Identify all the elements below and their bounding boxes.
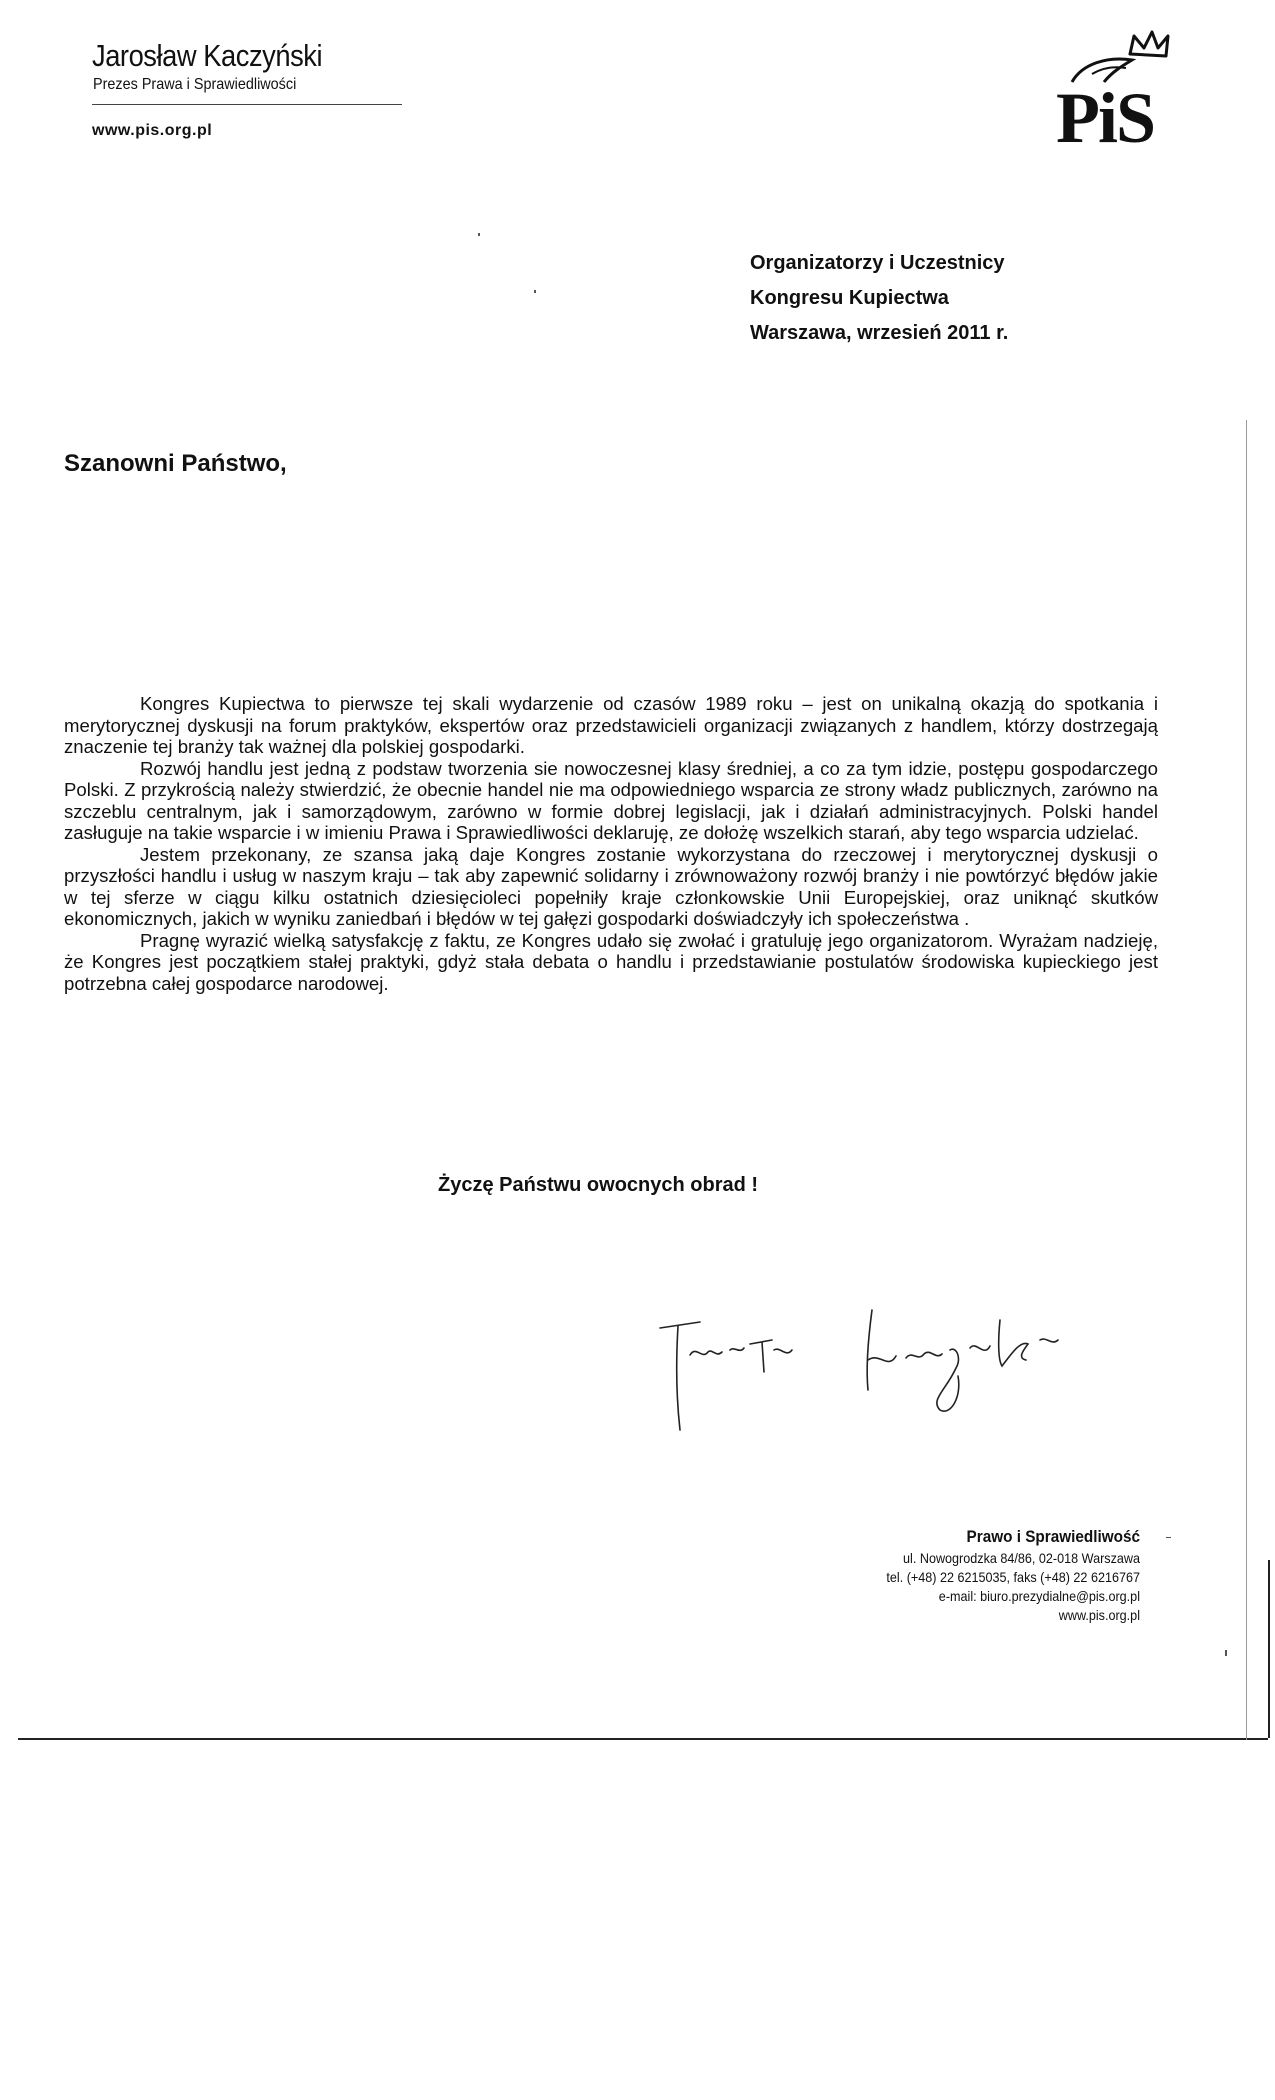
- logo-wordmark: PiS: [1056, 78, 1155, 158]
- scan-speck: [478, 233, 480, 236]
- footer-contact: [780, 1525, 1140, 1625]
- scan-speck: [1225, 1650, 1227, 1656]
- addressee-date-line: Warszawa, wrzesień 2011 r.: [750, 322, 1009, 344]
- addressee-line: Organizatorzy i Uczestnicy: [750, 252, 1005, 274]
- footer-address: ul. Nowogrodzka 84/86, 02-018 Warszawa: [903, 1550, 1140, 1566]
- footer-organization: Prawo i Sprawiedliwość: [966, 1527, 1140, 1546]
- body-paragraph: Kongres Kupiectwa to pierwsze tej skali wydarzenie od czasów 1989 roku – jest on unikalną okazją do spotkania i merytorycznej dyskusji na forum praktyków, ekspertów oraz przedstawicieli organizacji związanych z handlem, którzy dostrzegają znaczenie tej branży tak ważnej dla polskiej gospodarki.: [64, 693, 1158, 757]
- scan-edge-line: [1268, 1560, 1270, 1738]
- closing-line: Życzę Państwu owocnych obrad !: [438, 1174, 759, 1196]
- letter-body: [64, 693, 1158, 994]
- scan-edge-line: [1246, 420, 1247, 1740]
- scan-speck: [1166, 1537, 1171, 1538]
- bottom-divider: [18, 1738, 1268, 1740]
- body-paragraph: Jestem przekonany, ze szansa jaką daje Kongres zostanie wykorzystana do rzeczowej i merytorycznej dyskusji o przyszłości handlu i usług w naszym kraju – tak aby zapewnić solidarny i zrównoważony rozwój branży i nie powtórzyć błędów jakie w tej sferze w ciągu kilku ostatnich dziesięcioleci popełniły kraje członkowskie Unii Europejskiej, oraz uniknąć skutków ekonomicznych, jakich w wyniku zaniedbań i błędów w tej gałęzi gospodarki doświadczyły ich społeczeństwa .: [64, 843, 1158, 929]
- body-paragraph: Rozwój handlu jest jedną z podstaw tworzenia sie nowoczesnej klasy średniej, a co za tym idzie, postępu gospodarczego Polski. Z przykrością należy stwierdzić, że obecnie handel nie ma odpowiedniego wsparcia ze strony władz publicznych, zarówno na szczeblu centralnym, jak i samorządowym, zarówno w formie dobrej legislacji, jak i działań administracyjnych. Polski handel zasługuje na takie wsparcie i w imieniu Prawa i Sprawiedliwości deklaruję, ze dołożę wszelkich starań, aby tego wsparcia udzielać.: [64, 757, 1158, 843]
- footer-phone: tel. (+48) 22 6215035, faks (+48) 22 6216767: [886, 1569, 1140, 1585]
- body-paragraph: Pragnę wyrazić wielką satysfakcję z faktu, ze Kongres udało się zwołać i gratuluję jego organizatorom. Wyrażam nadzieję, że Kongres jest początkiem stałej praktyki, gdyż stała debata o handlu i przedstawianie postulatów środowiska kupieckiego jest potrzebna całej gospodarce narodowej.: [64, 929, 1158, 994]
- addressee-line: Kongresu Kupiectwa: [750, 287, 949, 309]
- pis-logo: [1052, 24, 1192, 159]
- footer-website: www.pis.org.pl: [1058, 1607, 1140, 1623]
- footer-email: e-mail: biuro.prezydialne@pis.org.pl: [938, 1588, 1140, 1604]
- scan-speck: [534, 290, 536, 293]
- addressee-block: [750, 246, 1008, 351]
- sender-name: Jarosław Kaczyński: [92, 38, 323, 73]
- letterhead-website: www.pis.org.pl: [92, 122, 213, 139]
- handwritten-signature: [650, 1300, 1080, 1450]
- salutation: Szanowni Państwo,: [64, 450, 287, 477]
- letterhead-divider: [92, 104, 402, 105]
- sender-role: Prezes Prawa i Sprawiedliwości: [93, 76, 297, 93]
